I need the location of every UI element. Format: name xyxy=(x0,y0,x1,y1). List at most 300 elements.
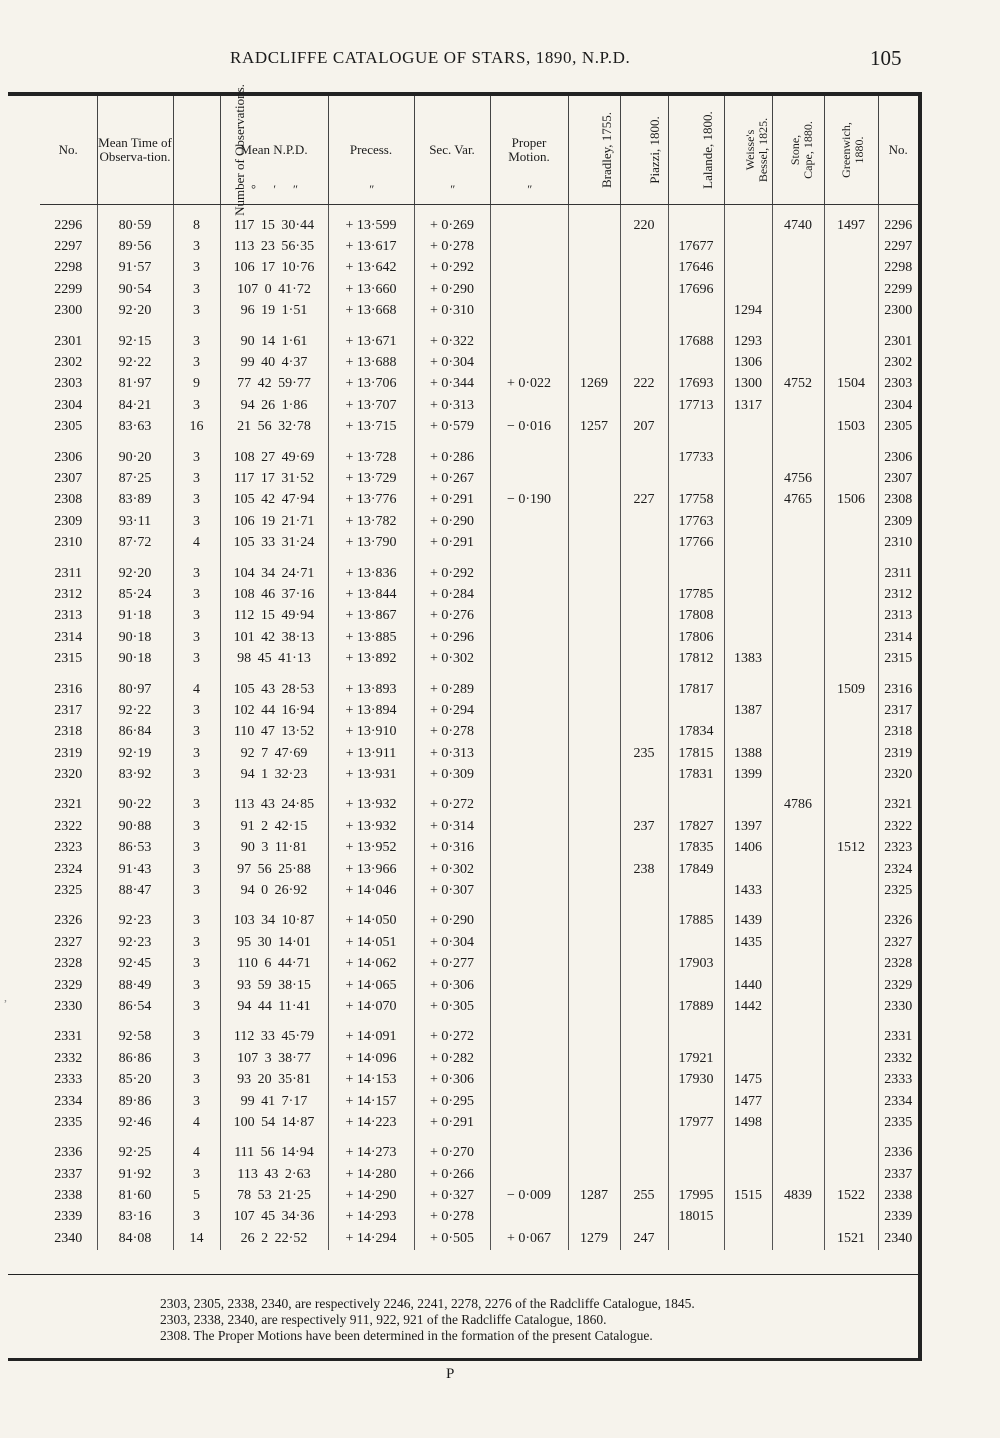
cell-piazzi: 227 xyxy=(620,490,668,511)
cell-bradley xyxy=(568,395,620,416)
cell-no-right: 2317 xyxy=(878,700,918,721)
cell-observations: 3 xyxy=(173,786,220,816)
header-mean-time: Mean Time of Observa-tion. xyxy=(97,96,173,205)
cell-piazzi xyxy=(620,670,668,700)
cell-piazzi: 207 xyxy=(620,417,668,438)
cell-no-right: 2323 xyxy=(878,838,918,859)
cell-mean-time: 91·43 xyxy=(97,859,173,880)
cell-mean-time: 92·20 xyxy=(97,301,173,322)
cell-mean-npd: 110 47 13·52 xyxy=(220,722,328,743)
cell-no: 2312 xyxy=(54,586,83,602)
cell-piazzi xyxy=(620,1018,668,1048)
cell-lalande: 17713 xyxy=(668,395,724,416)
cell-lalande: 17763 xyxy=(668,511,724,532)
cell-mean-time: 91·92 xyxy=(97,1164,173,1185)
cell-secular-variation: + 0·327 xyxy=(414,1185,490,1206)
cell-proper-motion xyxy=(490,1207,568,1228)
cell-observations: 3 xyxy=(173,902,220,932)
cell-no-right: 2310 xyxy=(878,532,918,553)
cell-bradley xyxy=(568,301,620,322)
cell-no: 2335 xyxy=(54,1114,83,1130)
cell-greenwich xyxy=(824,352,878,373)
cell-greenwich xyxy=(824,1048,878,1069)
cell-mean-npd: 107 45 34·36 xyxy=(220,1207,328,1228)
table-row xyxy=(40,648,918,669)
cell-greenwich xyxy=(824,743,878,764)
cell-lalande: 17677 xyxy=(668,236,724,257)
cell-observations: 3 xyxy=(173,395,220,416)
cell-precession: + 13·729 xyxy=(328,468,414,489)
cell-piazzi xyxy=(620,627,668,648)
cell-piazzi xyxy=(620,1091,668,1112)
cell-no: 2330 xyxy=(54,998,83,1014)
cell-no-right: 2329 xyxy=(878,975,918,996)
cell-secular-variation: + 0·270 xyxy=(414,1134,490,1164)
cell-bradley xyxy=(568,490,620,511)
cell-bradley xyxy=(568,322,620,352)
cell-piazzi: 255 xyxy=(620,1185,668,1206)
header-lalande: Lalande, 1800. xyxy=(668,96,724,205)
cell-proper-motion xyxy=(490,670,568,700)
cell-mean-npd: 103 34 10·87 xyxy=(220,902,328,932)
cell-precession: + 14·046 xyxy=(328,880,414,901)
cell-observations: 14 xyxy=(173,1228,220,1249)
cell-observations: 3 xyxy=(173,816,220,837)
cell-precession: + 14·051 xyxy=(328,932,414,953)
table-row xyxy=(40,1164,918,1185)
cell-proper-motion xyxy=(490,816,568,837)
cell-mean-npd: 117 17 31·52 xyxy=(220,468,328,489)
cell-no: 2321 xyxy=(54,797,83,813)
cell-stone xyxy=(772,1048,824,1069)
table-row xyxy=(40,1091,918,1112)
cell-mean-time: 86·86 xyxy=(97,1048,173,1069)
cell-proper-motion xyxy=(490,511,568,532)
cell-greenwich xyxy=(824,258,878,279)
cell-proper-motion xyxy=(490,258,568,279)
cell-proper-motion xyxy=(490,301,568,322)
cell-secular-variation: + 0·272 xyxy=(414,1018,490,1048)
cell-observations: 3 xyxy=(173,606,220,627)
cell-precession: + 13·836 xyxy=(328,554,414,584)
cell-observations: 4 xyxy=(173,670,220,700)
cell-precession: + 14·062 xyxy=(328,954,414,975)
cell-lalande: 17834 xyxy=(668,722,724,743)
cell-mean-npd: 107 0 41·72 xyxy=(220,279,328,300)
cell-observations: 3 xyxy=(173,975,220,996)
cell-no: 2308 xyxy=(54,492,83,508)
table-row xyxy=(40,859,918,880)
cell-lalande: 17688 xyxy=(668,322,724,352)
cell-proper-motion xyxy=(490,1112,568,1133)
cell-secular-variation: + 0·278 xyxy=(414,1207,490,1228)
cell-stone xyxy=(772,627,824,648)
cell-weisse: 1300 xyxy=(724,374,772,395)
cell-secular-variation: + 0·290 xyxy=(414,511,490,532)
cell-bradley xyxy=(568,554,620,584)
cell-lalande xyxy=(668,880,724,901)
cell-secular-variation: + 0·291 xyxy=(414,532,490,553)
cell-secular-variation: + 0·276 xyxy=(414,606,490,627)
cell-greenwich: 1509 xyxy=(824,670,878,700)
table-row xyxy=(40,1112,918,1133)
table-row xyxy=(40,468,918,489)
cell-lalande: 17921 xyxy=(668,1048,724,1069)
cell-lalande xyxy=(668,700,724,721)
cell-secular-variation: + 0·322 xyxy=(414,322,490,352)
cell-stone xyxy=(772,279,824,300)
cell-weisse xyxy=(724,554,772,584)
cell-observations: 3 xyxy=(173,258,220,279)
cell-lalande: 17977 xyxy=(668,1112,724,1133)
cell-bradley: 1279 xyxy=(568,1228,620,1249)
cell-lalande xyxy=(668,1018,724,1048)
cell-secular-variation: + 0·304 xyxy=(414,932,490,953)
cell-stone xyxy=(772,352,824,373)
cell-stone: 4756 xyxy=(772,468,824,489)
cell-precession: + 13·706 xyxy=(328,374,414,395)
cell-piazzi xyxy=(620,258,668,279)
running-title: RADCLIFFE CATALOGUE OF STARS, 1890, N.P.D. xyxy=(230,48,631,67)
cell-bradley xyxy=(568,816,620,837)
cell-secular-variation: + 0·307 xyxy=(414,880,490,901)
cell-bradley xyxy=(568,722,620,743)
cell-observations: 3 xyxy=(173,584,220,605)
cell-proper-motion xyxy=(490,786,568,816)
cell-mean-time: 83·16 xyxy=(97,1207,173,1228)
cell-bradley xyxy=(568,352,620,373)
cell-secular-variation: + 0·579 xyxy=(414,417,490,438)
cell-piazzi xyxy=(620,1112,668,1133)
cell-proper-motion xyxy=(490,606,568,627)
cell-mean-time: 80·59 xyxy=(97,205,173,237)
cell-stone xyxy=(772,700,824,721)
cell-no: 2317 xyxy=(54,702,83,718)
cell-observations: 3 xyxy=(173,352,220,373)
cell-piazzi: 235 xyxy=(620,743,668,764)
cell-greenwich xyxy=(824,301,878,322)
cell-weisse: 1433 xyxy=(724,880,772,901)
cell-no-right: 2304 xyxy=(878,395,918,416)
cell-stone xyxy=(772,1069,824,1090)
cell-mean-npd: 97 56 25·88 xyxy=(220,859,328,880)
table-row xyxy=(40,279,918,300)
cell-piazzi xyxy=(620,954,668,975)
cell-precession: + 13·642 xyxy=(328,258,414,279)
cell-stone xyxy=(772,932,824,953)
cell-precession: + 13·782 xyxy=(328,511,414,532)
cell-weisse: 1442 xyxy=(724,996,772,1017)
cell-no: 2334 xyxy=(54,1093,83,1109)
cell-no: 2306 xyxy=(54,449,83,465)
cell-weisse: 1306 xyxy=(724,352,772,373)
cell-stone xyxy=(772,975,824,996)
cell-bradley xyxy=(568,954,620,975)
cell-lalande: 17849 xyxy=(668,859,724,880)
cell-weisse: 1388 xyxy=(724,743,772,764)
cell-proper-motion: + 0·067 xyxy=(490,1228,568,1249)
table-row xyxy=(40,743,918,764)
cell-mean-time: 87·25 xyxy=(97,468,173,489)
cell-stone xyxy=(772,258,824,279)
cell-lalande xyxy=(668,205,724,237)
cell-lalande: 17995 xyxy=(668,1185,724,1206)
cell-greenwich xyxy=(824,932,878,953)
cell-mean-time: 86·84 xyxy=(97,722,173,743)
table-row xyxy=(40,902,918,932)
header-stone: Stone, Cape, 1880. xyxy=(772,96,824,205)
header-weisse: Weisse's Bessel, 1825. xyxy=(724,96,772,205)
cell-bradley xyxy=(568,258,620,279)
header-no: No. xyxy=(40,96,97,205)
cell-mean-npd: 99 40 4·37 xyxy=(220,352,328,373)
cell-bradley xyxy=(568,1048,620,1069)
cell-greenwich xyxy=(824,902,878,932)
cell-no-right: 2334 xyxy=(878,1091,918,1112)
cell-weisse: 1387 xyxy=(724,700,772,721)
cell-mean-npd: 102 44 16·94 xyxy=(220,700,328,721)
cell-secular-variation: + 0·284 xyxy=(414,584,490,605)
cell-piazzi xyxy=(620,438,668,468)
cell-piazzi xyxy=(620,722,668,743)
cell-secular-variation: + 0·278 xyxy=(414,722,490,743)
cell-greenwich xyxy=(824,1069,878,1090)
cell-precession: + 13·931 xyxy=(328,764,414,785)
cell-mean-npd: 105 43 28·53 xyxy=(220,670,328,700)
cell-precession: + 13·893 xyxy=(328,670,414,700)
header-proper-motion: Proper Motion. ″ xyxy=(490,96,568,205)
cell-stone xyxy=(772,1134,824,1164)
cell-greenwich xyxy=(824,1134,878,1164)
table-row xyxy=(40,258,918,279)
cell-proper-motion: − 0·190 xyxy=(490,490,568,511)
cell-stone: 4740 xyxy=(772,205,824,237)
cell-no: 2307 xyxy=(54,470,83,486)
cell-greenwich xyxy=(824,859,878,880)
cell-mean-time: 80·97 xyxy=(97,670,173,700)
cell-piazzi xyxy=(620,1207,668,1228)
cell-secular-variation: + 0·344 xyxy=(414,374,490,395)
cell-no: 2309 xyxy=(54,513,83,529)
table-row xyxy=(40,1207,918,1228)
cell-no: 2299 xyxy=(54,281,83,297)
cell-no-right: 2333 xyxy=(878,1069,918,1090)
cell-greenwich xyxy=(824,606,878,627)
cell-weisse: 1294 xyxy=(724,301,772,322)
cell-observations: 3 xyxy=(173,1207,220,1228)
cell-secular-variation: + 0·316 xyxy=(414,838,490,859)
cell-greenwich xyxy=(824,1112,878,1133)
cell-precession: + 14·050 xyxy=(328,902,414,932)
cell-mean-npd: 92 7 47·69 xyxy=(220,743,328,764)
header-piazzi: Piazzi, 1800. xyxy=(620,96,668,205)
cell-bradley xyxy=(568,648,620,669)
table-row xyxy=(40,838,918,859)
cell-stone xyxy=(772,236,824,257)
cell-secular-variation: + 0·272 xyxy=(414,786,490,816)
cell-weisse xyxy=(724,1048,772,1069)
cell-greenwich xyxy=(824,975,878,996)
table-row xyxy=(40,954,918,975)
cell-observations: 3 xyxy=(173,322,220,352)
cell-piazzi xyxy=(620,975,668,996)
cell-no: 2327 xyxy=(54,934,83,950)
cell-greenwich: 1504 xyxy=(824,374,878,395)
cell-observations: 3 xyxy=(173,838,220,859)
cell-stone xyxy=(772,532,824,553)
cell-stone: 4786 xyxy=(772,786,824,816)
cell-piazzi xyxy=(620,236,668,257)
cell-observations: 3 xyxy=(173,996,220,1017)
cell-precession: + 14·157 xyxy=(328,1091,414,1112)
cell-proper-motion xyxy=(490,584,568,605)
cell-proper-motion xyxy=(490,880,568,901)
cell-mean-npd: 94 0 26·92 xyxy=(220,880,328,901)
table-row xyxy=(40,932,918,953)
cell-mean-time: 91·57 xyxy=(97,258,173,279)
cell-observations: 3 xyxy=(173,468,220,489)
cell-mean-time: 92·23 xyxy=(97,932,173,953)
table-row xyxy=(40,554,918,584)
cell-piazzi xyxy=(620,511,668,532)
cell-greenwich xyxy=(824,1164,878,1185)
cell-piazzi: 222 xyxy=(620,374,668,395)
cell-precession: + 14·294 xyxy=(328,1228,414,1249)
cell-no: 2318 xyxy=(54,724,83,740)
cell-lalande: 17758 xyxy=(668,490,724,511)
cell-no-right: 2302 xyxy=(878,352,918,373)
cell-stone xyxy=(772,1018,824,1048)
cell-precession: + 13·668 xyxy=(328,301,414,322)
table-row xyxy=(40,322,918,352)
cell-no-right: 2298 xyxy=(878,258,918,279)
cell-piazzi xyxy=(620,1134,668,1164)
cell-proper-motion xyxy=(490,838,568,859)
cell-greenwich: 1497 xyxy=(824,205,878,237)
cell-stone xyxy=(772,1207,824,1228)
cell-stone xyxy=(772,743,824,764)
cell-mean-time: 92·23 xyxy=(97,902,173,932)
cell-secular-variation: + 0·306 xyxy=(414,975,490,996)
cell-weisse: 1397 xyxy=(724,816,772,837)
cell-piazzi xyxy=(620,996,668,1017)
cell-mean-time: 92·20 xyxy=(97,554,173,584)
cell-observations: 3 xyxy=(173,236,220,257)
cell-no: 2322 xyxy=(54,818,83,834)
cell-mean-time: 89·86 xyxy=(97,1091,173,1112)
cell-stone xyxy=(772,816,824,837)
cell-stone xyxy=(772,606,824,627)
cell-bradley xyxy=(568,880,620,901)
cell-weisse xyxy=(724,786,772,816)
cell-secular-variation: + 0·277 xyxy=(414,954,490,975)
cell-secular-variation: + 0·302 xyxy=(414,648,490,669)
cell-no-right: 2330 xyxy=(878,996,918,1017)
cell-no: 2323 xyxy=(54,840,83,856)
cell-mean-time: 92·46 xyxy=(97,1112,173,1133)
cell-mean-npd: 113 23 56·35 xyxy=(220,236,328,257)
cell-observations: 3 xyxy=(173,648,220,669)
cell-no-right: 2332 xyxy=(878,1048,918,1069)
cell-no-right: 2335 xyxy=(878,1112,918,1133)
cell-mean-npd: 100 54 14·87 xyxy=(220,1112,328,1133)
table-row xyxy=(40,417,918,438)
cell-observations: 4 xyxy=(173,1134,220,1164)
cell-no: 2329 xyxy=(54,977,83,993)
cell-mean-npd: 26 2 22·52 xyxy=(220,1228,328,1249)
footnote: 2308. The Proper Motions have been determined in the formation of the present Catalogue. xyxy=(160,1328,653,1343)
cell-greenwich xyxy=(824,648,878,669)
cell-mean-time: 86·53 xyxy=(97,838,173,859)
cell-no: 2340 xyxy=(54,1230,83,1246)
cell-piazzi xyxy=(620,786,668,816)
cell-piazzi xyxy=(620,606,668,627)
cell-secular-variation: + 0·292 xyxy=(414,554,490,584)
cell-lalande xyxy=(668,786,724,816)
cell-lalande: 17835 xyxy=(668,838,724,859)
cell-mean-npd: 94 44 11·41 xyxy=(220,996,328,1017)
cell-no: 2332 xyxy=(54,1050,83,1066)
cell-lalande: 18015 xyxy=(668,1207,724,1228)
cell-weisse xyxy=(724,584,772,605)
cell-precession: + 13·894 xyxy=(328,700,414,721)
cell-lalande xyxy=(668,1134,724,1164)
footnote: 2303, 2338, 2340, are respectively 911, 922, 921 of the Radcliffe Catalogue, 1860. xyxy=(160,1312,607,1327)
cell-secular-variation: + 0·296 xyxy=(414,627,490,648)
cell-lalande: 17766 xyxy=(668,532,724,553)
cell-precession: + 13·892 xyxy=(328,648,414,669)
cell-proper-motion xyxy=(490,975,568,996)
cell-bradley xyxy=(568,859,620,880)
cell-weisse xyxy=(724,438,772,468)
cell-weisse xyxy=(724,627,772,648)
cell-precession: + 14·273 xyxy=(328,1134,414,1164)
cell-proper-motion xyxy=(490,205,568,237)
cell-greenwich xyxy=(824,786,878,816)
table-row xyxy=(40,205,918,237)
cell-no-right: 2321 xyxy=(878,786,918,816)
cell-piazzi xyxy=(620,395,668,416)
cell-proper-motion: + 0·022 xyxy=(490,374,568,395)
cell-no: 2298 xyxy=(54,260,83,276)
cell-bradley xyxy=(568,764,620,785)
cell-no: 2311 xyxy=(54,565,82,581)
cell-mean-time: 90·22 xyxy=(97,786,173,816)
cell-weisse: 1399 xyxy=(724,764,772,785)
table-row xyxy=(40,490,918,511)
cell-stone xyxy=(772,1228,824,1249)
cell-precession: + 13·966 xyxy=(328,859,414,880)
cell-no: 2331 xyxy=(54,1029,83,1045)
cell-no-right: 2325 xyxy=(878,880,918,901)
cell-piazzi: 237 xyxy=(620,816,668,837)
cell-mean-npd: 108 27 49·69 xyxy=(220,438,328,468)
cell-greenwich xyxy=(824,584,878,605)
cell-no: 2314 xyxy=(54,629,83,645)
cell-proper-motion xyxy=(490,764,568,785)
cell-lalande: 17733 xyxy=(668,438,724,468)
cell-mean-npd: 106 17 10·76 xyxy=(220,258,328,279)
cell-bradley xyxy=(568,700,620,721)
cell-weisse xyxy=(724,417,772,438)
cell-no: 2319 xyxy=(54,745,83,761)
cell-lalande: 17827 xyxy=(668,816,724,837)
header-bradley: Bradley, 1755. xyxy=(568,96,620,205)
cell-secular-variation: + 0·282 xyxy=(414,1048,490,1069)
cell-weisse: 1293 xyxy=(724,322,772,352)
cell-proper-motion xyxy=(490,236,568,257)
cell-weisse xyxy=(724,1018,772,1048)
